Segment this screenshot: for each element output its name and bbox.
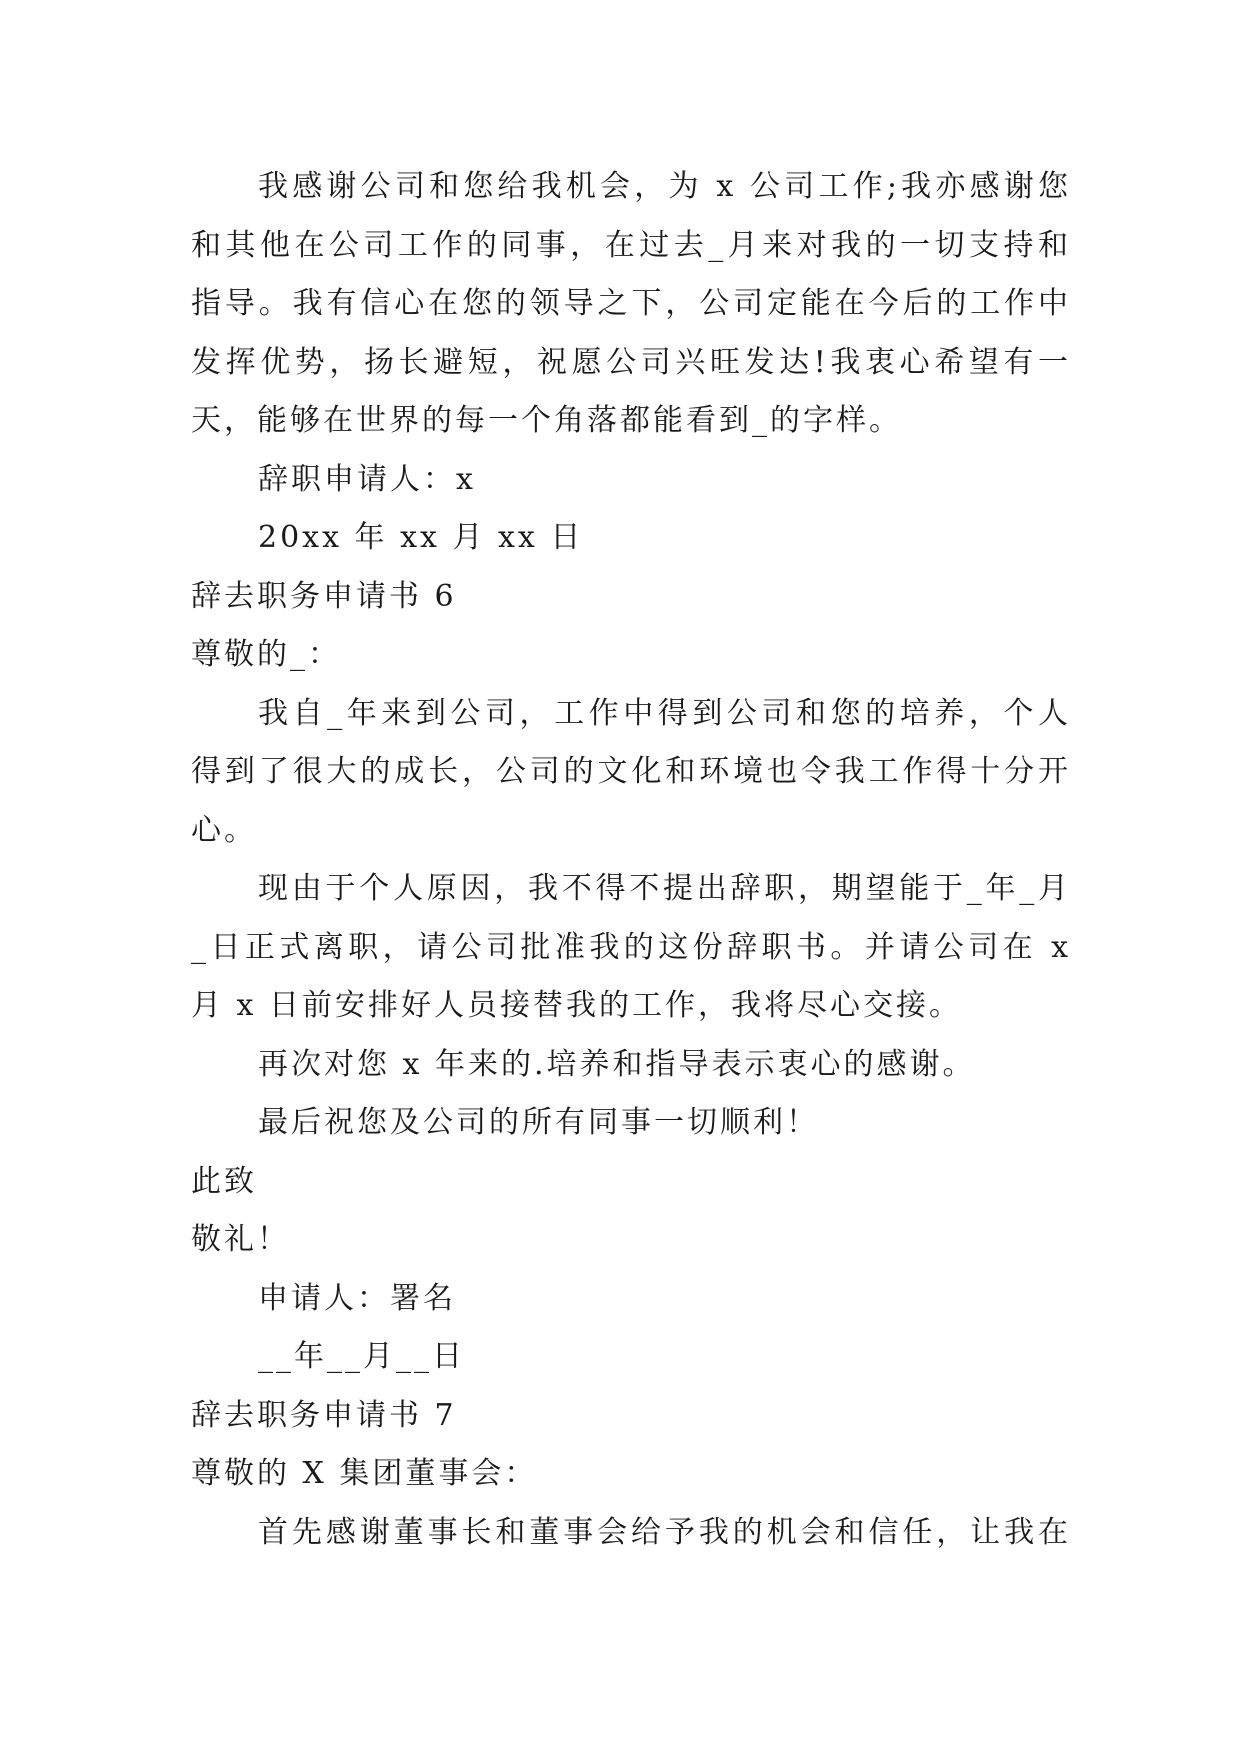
salutation: 尊敬的_： (191, 637, 341, 672)
text-line: 最后祝您及公司的所有同事一切顺利！ (258, 1105, 819, 1140)
section-heading: 辞去职务申请书 6 (191, 578, 457, 614)
section-heading: 辞去职务申请书 7 (191, 1397, 457, 1433)
text-line: _日正式离职，请公司批准我的这份辞职书。并请公司在 x (191, 929, 1071, 965)
signature-applicant: 辞职申请人：x (258, 461, 476, 497)
text-line: 我自_年来到公司，工作中得到公司和您的培养，个人 (258, 695, 1071, 731)
text-line: 心。 (191, 812, 257, 848)
text-line: 再次对您 x 年来的.培养和指导表示衷心的感谢。 (258, 1046, 976, 1082)
text-line: 现由于个人原因，我不得不提出辞职，期望能于_年_月 (258, 871, 1071, 906)
closing-line: 此致 (191, 1163, 257, 1199)
text-line: 我感谢公司和您给我机会，为 x 公司工作;我亦感谢您 (258, 169, 1071, 204)
signature-applicant: 申请人：署名 (258, 1280, 456, 1316)
closing-line: 敬礼！ (191, 1222, 290, 1257)
signature-date: 20xx 年 xx 月 xx 日 (258, 520, 584, 555)
text-line: 天，能够在世界的每一个角落都能看到_的字样。 (191, 403, 902, 438)
text-line: 首先感谢董事长和董事会给予我的机会和信任，让我在 (258, 1514, 1071, 1550)
text-line: 指导。我有信心在您的领导之下，公司定能在今后的工作中 (191, 286, 1071, 321)
text-line: 和其他在公司工作的同事，在过去_月来对我的一切支持和 (191, 227, 1071, 263)
signature-date: __年__月__日 (258, 1339, 465, 1374)
text-line: 月 x 日前安排好人员接替我的工作，我将尽心交接。 (191, 988, 962, 1023)
text-line: 发挥优势，扬长避短，祝愿公司兴旺发达!我衷心希望有一 (191, 344, 1071, 380)
document-body (191, 158, 1071, 1562)
salutation: 尊敬的 X 集团董事会： (191, 1456, 538, 1491)
text-line: 得到了很大的成长，公司的文化和环境也令我工作得十分开 (191, 754, 1071, 789)
